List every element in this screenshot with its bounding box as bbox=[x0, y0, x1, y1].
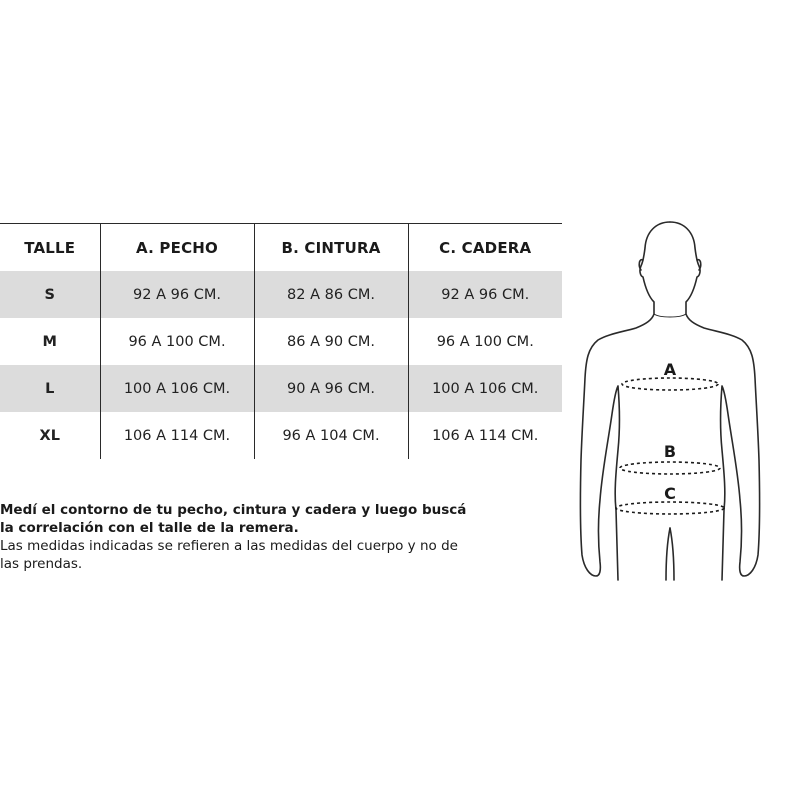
body-measurement-figure bbox=[570, 210, 770, 590]
cadera-cell: 96 A 100 CM. bbox=[408, 318, 562, 365]
size-cell: M bbox=[42, 333, 57, 350]
pecho-cell: 106 A 114 CM. bbox=[100, 412, 254, 459]
column-header-pecho: A. PECHO bbox=[100, 224, 254, 272]
body-outline bbox=[580, 222, 759, 580]
hip-label: C bbox=[664, 484, 676, 503]
column-header-cintura: B. CINTURA bbox=[254, 224, 408, 272]
size-cell: S bbox=[0, 271, 100, 318]
cadera-cell: 106 A 114 CM. bbox=[408, 412, 562, 459]
table-row bbox=[0, 365, 562, 412]
cintura-cell: 86 A 90 CM. bbox=[254, 318, 408, 365]
table-row bbox=[0, 318, 562, 365]
cintura-cell: 96 A 104 CM. bbox=[254, 412, 408, 459]
pecho-cell: 100 A 106 CM. bbox=[100, 365, 254, 412]
waist-measure-line bbox=[620, 462, 720, 474]
column-header-talle: TALLE bbox=[24, 238, 76, 257]
hip-measure-line bbox=[616, 502, 724, 514]
size-cell: XL bbox=[39, 427, 60, 444]
chest-measure-line bbox=[622, 378, 718, 390]
size-cell: L bbox=[0, 365, 100, 412]
table-row bbox=[0, 412, 562, 459]
cintura-cell: 90 A 96 CM. bbox=[254, 365, 408, 412]
table-header-row bbox=[0, 224, 562, 272]
cintura-cell: 82 A 86 CM. bbox=[254, 271, 408, 318]
size-chart-table bbox=[0, 223, 562, 459]
pecho-cell: 96 A 100 CM. bbox=[100, 318, 254, 365]
cadera-cell: 100 A 106 CM. bbox=[408, 365, 562, 412]
chest-label: A bbox=[663, 360, 677, 379]
column-header-cadera: C. CADERA bbox=[408, 224, 562, 272]
pecho-cell: 92 A 96 CM. bbox=[100, 271, 254, 318]
measurement-instruction: Medí el contorno de tu pecho, cintura y cadera y luego buscá la correlación con el talle de la remera. bbox=[0, 502, 467, 536]
measurement-disclaimer: Las medidas indicadas se refieren a las medidas del cuerpo y no de las prendas. bbox=[0, 538, 458, 572]
cadera-cell: 92 A 96 CM. bbox=[408, 271, 562, 318]
waist-label: B bbox=[663, 442, 677, 461]
size-notes bbox=[0, 501, 480, 573]
table-row bbox=[0, 271, 562, 318]
